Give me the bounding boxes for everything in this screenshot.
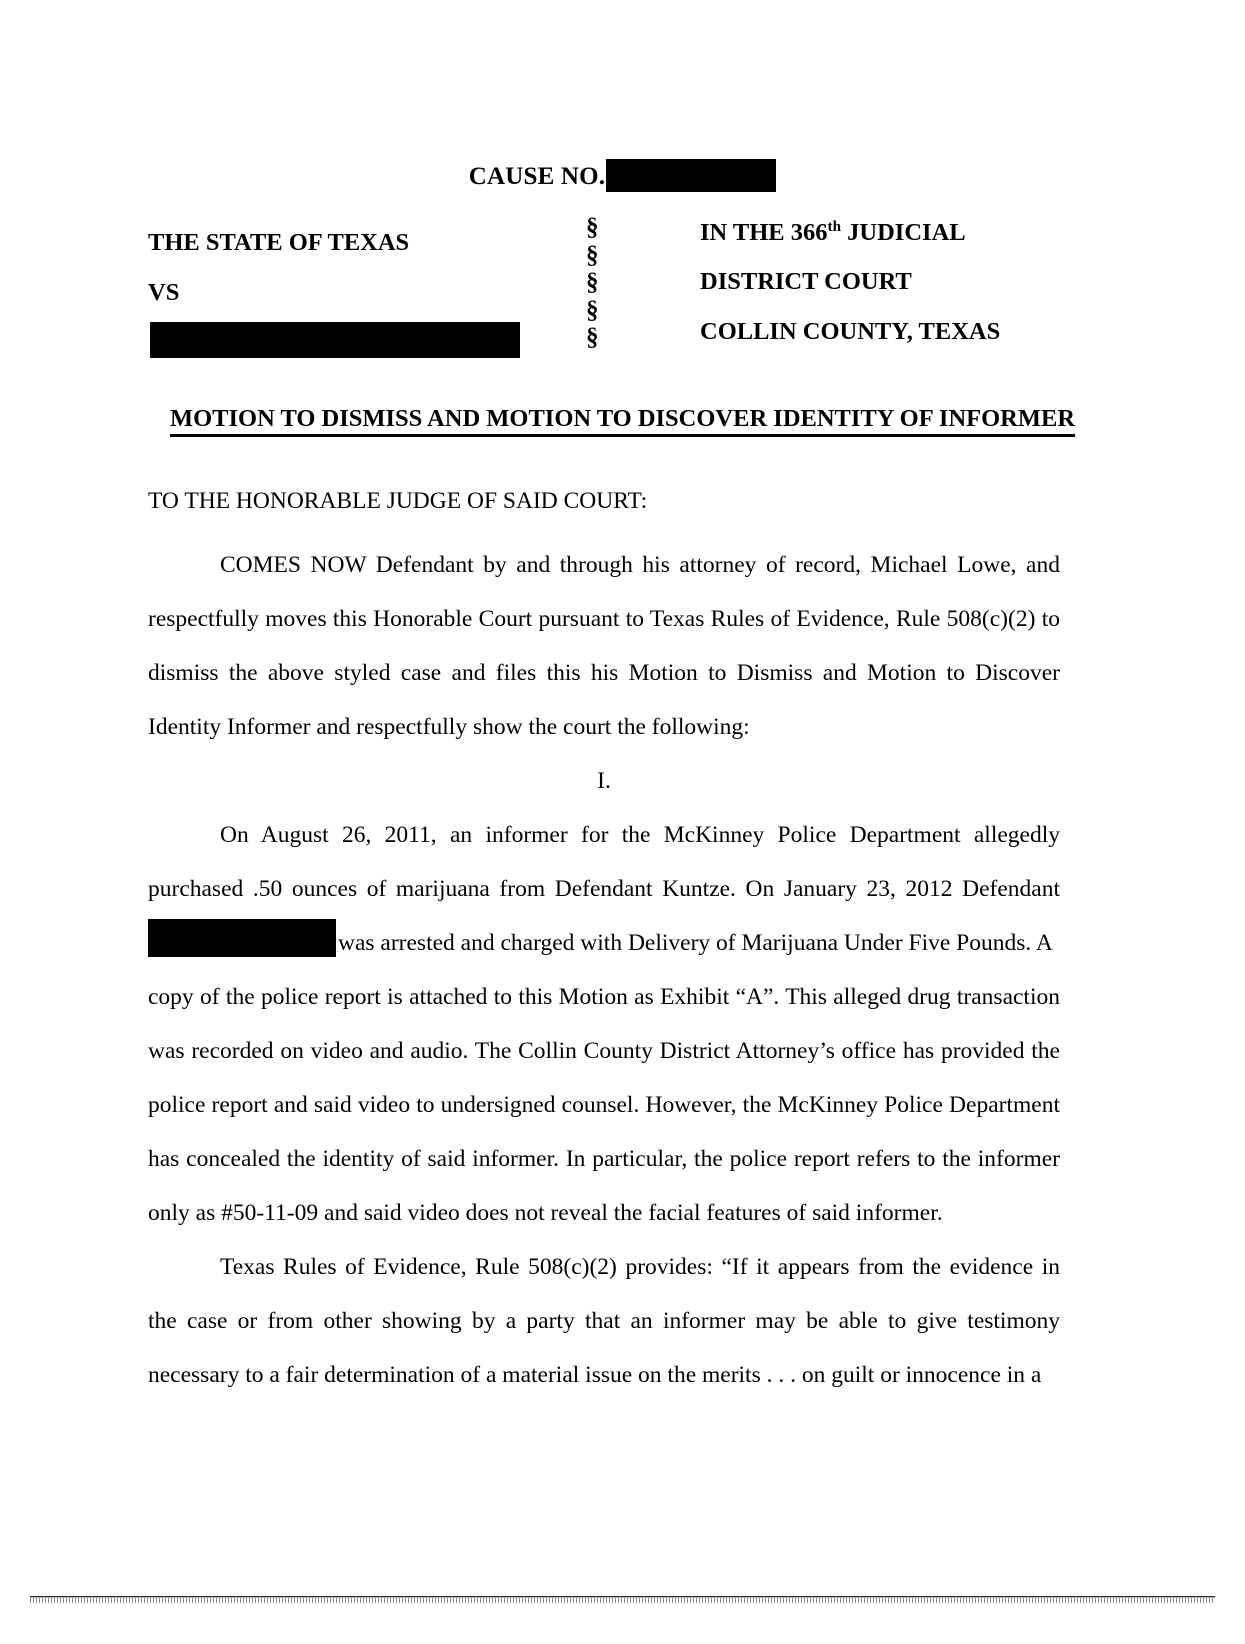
- court-judicial-suffix: JUDICIAL: [841, 219, 966, 247]
- paragraph-facts-line: purchased .50 ounces of marijuana from Defendant Kuntze. On January 23, 2012 Defendant: [148, 876, 1060, 902]
- section-symbol: §: [586, 324, 599, 351]
- paragraph-facts-line: has concealed the identity of said informer. In particular, the police report refers to the informer: [148, 1146, 1060, 1172]
- section-symbol-column: [586, 214, 599, 352]
- paragraph-facts-line: only as #50-11-09 and said video does not reveal the facial features of said informer.: [148, 1200, 943, 1226]
- court-judicial-line: [700, 218, 966, 247]
- cause-number-redaction-bar: [606, 159, 776, 192]
- plaintiff-name: THE STATE OF TEXAS: [148, 229, 410, 256]
- paragraph-rule-quote-line: Texas Rules of Evidence, Rule 508(c)(2) provides: “If it appears from the evidence in: [220, 1254, 1060, 1280]
- scan-edge-noise: [30, 1598, 1215, 1603]
- paragraph-facts: [148, 808, 1060, 1240]
- paragraph-rule-quote-line: necessary to a fair determination of a material issue on the merits . . . on guilt or innocence in a: [148, 1362, 1042, 1388]
- section-symbol: §: [586, 214, 599, 241]
- page-title-text: MOTION TO DISMISS AND MOTION TO DISCOVER IDENTITY OF INFORMER: [170, 405, 1075, 437]
- court-name-line: DISTRICT COURT: [700, 268, 912, 295]
- paragraph-facts-line: was recorded on video and audio. The Collin County District Attorney’s office has provided the: [148, 1038, 1060, 1064]
- court-county-line: COLLIN COUNTY, TEXAS: [700, 318, 1001, 345]
- paragraph-rule-quote-line: the case or from other showing by a party that an informer may be able to give testimony: [148, 1308, 1060, 1334]
- paragraph-facts-line-with-redaction: [148, 916, 1060, 970]
- section-symbol: §: [586, 269, 599, 296]
- paragraph-rule-quote: [148, 1240, 1060, 1402]
- page-title: [0, 405, 1245, 437]
- section-symbol: §: [586, 296, 599, 324]
- case-caption: [0, 214, 1245, 368]
- paragraph-facts-line-text: was arrested and charged with Delivery of Marijuana Under Five Pounds. A: [338, 930, 1053, 956]
- paragraph-comes-now: COMES NOW Defendant by and through his attorney of record, Michael Lowe, and respectfully moves this Honorable Court pursuant to Texas Rules of Evidence, Rule 508(c)(2) to dismiss the above styled case and files this his Motion to Dismiss and Motion to Discover Identity Informer and respectfully show the court the following:: [148, 552, 1060, 740]
- paragraph-facts-line: On August 26, 2011, an informer for the McKinney Police Department allegedly: [220, 822, 1060, 848]
- paragraph-facts-line: copy of the police report is attached to this Motion as Exhibit “A”. This alleged drug transaction: [148, 984, 1060, 1010]
- document-body: [148, 474, 1060, 1402]
- cause-number-label: CAUSE NO.: [468, 162, 606, 190]
- defendant-name-inline-redaction-bar: [148, 919, 336, 957]
- salutation: TO THE HONORABLE JUDGE OF SAID COURT:: [148, 488, 648, 514]
- court-ordinal-suffix: th: [827, 218, 842, 235]
- section-symbol: §: [586, 241, 599, 269]
- versus-label: VS: [148, 279, 180, 306]
- paragraph-facts-line: police report and said video to undersigned counsel. However, the McKinney Police Department: [148, 1092, 1060, 1118]
- section-marker-one: I.: [597, 768, 611, 794]
- cause-number-line: [0, 160, 1245, 193]
- defendant-name-redaction-bar: [150, 322, 520, 358]
- court-judicial-prefix: IN THE 366: [700, 219, 828, 247]
